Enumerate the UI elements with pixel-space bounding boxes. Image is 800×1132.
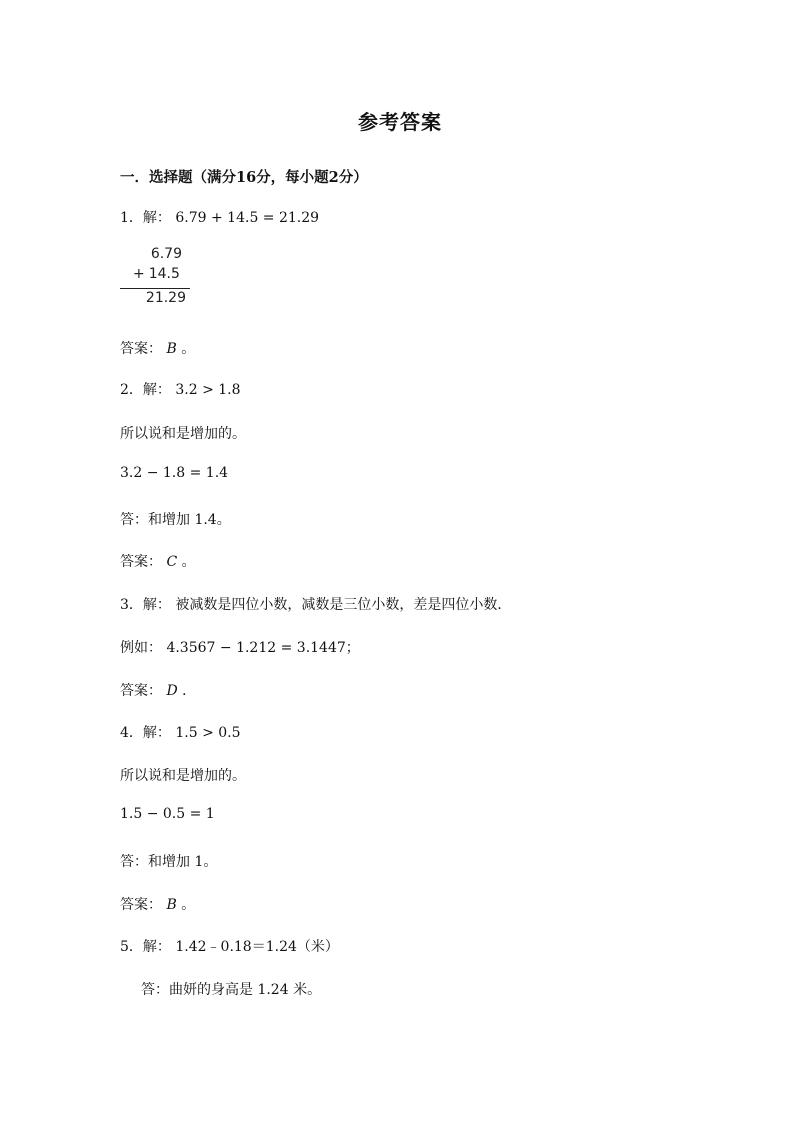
q5-solution: [120, 936, 339, 956]
vertical-second-number: 14.5: [148, 266, 180, 282]
q4-line3: 1.5 − 0.5 = 1: [120, 806, 215, 822]
page-title: 参考答案: [358, 110, 442, 134]
q3-example: [120, 637, 360, 657]
q2-solution: [120, 379, 241, 399]
q4-answer-choice: B: [166, 897, 177, 913]
vertical-second-row: [133, 266, 180, 282]
vertical-result: 21.29: [145, 290, 186, 306]
q5-answer-line: 答：曲妍的身高是 1.24 米。: [141, 982, 322, 998]
vertical-plus-sign: +: [133, 266, 145, 282]
q4-solution: [120, 722, 241, 742]
q2-label: 2．解：: [120, 382, 171, 398]
q2-line4: 答：和增加 1.4。: [120, 512, 231, 528]
q1-equation: 6.79 + 14.5 = 21.29: [175, 210, 320, 226]
q3-example-label: 例如：: [120, 640, 162, 656]
q1-answer: [120, 338, 195, 358]
q4-label: 4．解：: [120, 725, 171, 741]
q2-answer-label: 答案：: [120, 554, 162, 570]
q1-answer-choice: B: [166, 341, 177, 357]
q4-answer-label: 答案：: [120, 897, 162, 913]
section-heading: 一．选择题（满分16分，每小题2分）: [120, 169, 368, 186]
q1-solution: [120, 207, 319, 227]
q5-label: 5．解：: [120, 939, 171, 955]
q2-answer-choice: C: [166, 554, 178, 570]
q1-answer-suffix: 。: [181, 341, 196, 357]
q3-solution: [120, 594, 511, 614]
vertical-top-number: 6.79: [150, 246, 182, 262]
q2-answer: [120, 551, 196, 571]
q1-vertical-addition: [120, 244, 192, 306]
q4-expression: 1.5 > 0.5: [175, 725, 241, 741]
q4-line2: 所以说和是增加的。: [120, 768, 246, 784]
q2-answer-suffix: 。: [181, 554, 196, 570]
q2-expression: 3.2 > 1.8: [175, 382, 241, 398]
q1-answer-label: 答案：: [120, 341, 162, 357]
q2-line2: 所以说和是增加的。: [120, 426, 246, 442]
q4-line4: 答：和增加 1。: [120, 854, 218, 870]
q3-answer-label: 答案：: [120, 683, 162, 699]
vertical-sum-rule: [120, 288, 190, 289]
q3-label: 3．解：: [120, 597, 171, 613]
q1-label: 1．解：: [120, 210, 171, 226]
q4-answer: [120, 894, 195, 914]
q3-answer: [120, 680, 196, 700]
q3-answer-choice: D: [166, 683, 178, 699]
q4-answer-suffix: 。: [181, 897, 196, 913]
q3-example-equation: 4.3567 − 1.212 = 3.1447；: [166, 640, 360, 656]
q3-text: 被减数是四位小数，减数是三位小数，差是四位小数．: [175, 597, 512, 613]
q3-answer-suffix: ．: [182, 683, 197, 699]
q2-line3: 3.2 − 1.8 = 1.4: [120, 465, 229, 481]
q5-expression: 1.42﹣0.18＝1.24（米）: [175, 939, 339, 955]
